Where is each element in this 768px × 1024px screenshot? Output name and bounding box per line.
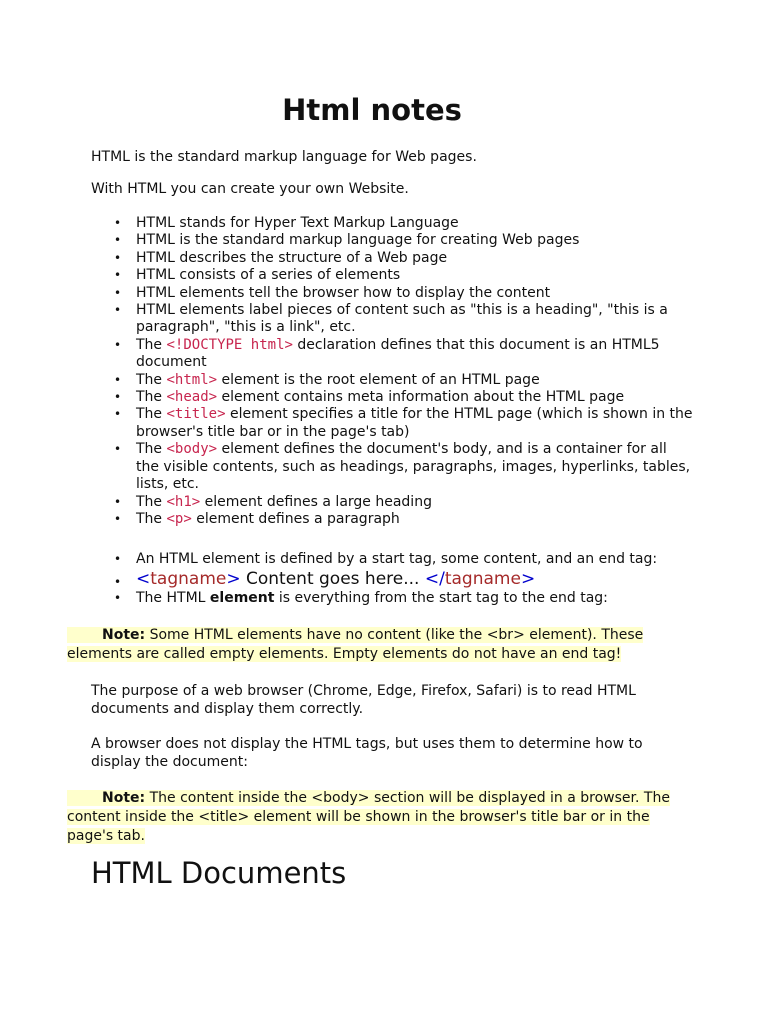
list-item bbox=[114, 372, 694, 389]
item-text: The bbox=[136, 336, 167, 353]
example-content: Content goes here... bbox=[240, 569, 425, 590]
html-facts-list bbox=[114, 215, 694, 528]
list-item: • HTML is the standard markup language for creating Web pages bbox=[114, 232, 694, 249]
list-item bbox=[114, 337, 694, 372]
code-tag: <title> bbox=[166, 406, 226, 423]
bold-term: element bbox=[209, 590, 275, 607]
code-tag: <h1> bbox=[166, 493, 201, 510]
intro-paragraph: With HTML you can create your own Website. bbox=[91, 181, 409, 197]
note-highlight bbox=[67, 627, 643, 662]
item-text: The bbox=[136, 510, 167, 527]
note-label: Note: bbox=[102, 790, 146, 806]
tag-name: tagname bbox=[150, 569, 227, 590]
element-syntax-list bbox=[114, 551, 694, 608]
note-box bbox=[67, 789, 687, 846]
note-highlight bbox=[67, 790, 670, 844]
intro-paragraph: HTML is the standard markup language for Web pages. bbox=[91, 149, 477, 165]
item-text: The bbox=[136, 441, 167, 458]
item-text: element is the root element of an HTML page bbox=[217, 371, 540, 388]
tag-name: tagname bbox=[444, 569, 521, 590]
item-text: The bbox=[136, 371, 167, 388]
angle-bracket: > bbox=[226, 569, 241, 590]
list-item: • An HTML element is defined by a start tag, some content, and an end tag: bbox=[114, 551, 694, 568]
section-heading: HTML Documents bbox=[91, 856, 347, 890]
list-item bbox=[114, 511, 694, 528]
code-tag: <head> bbox=[166, 389, 218, 406]
code-tag: <html> bbox=[166, 371, 218, 388]
page-title: Html notes bbox=[282, 93, 462, 127]
item-text: element defines a large heading bbox=[200, 493, 432, 510]
code-tag: <p> bbox=[166, 510, 192, 527]
list-item: • HTML stands for Hyper Text Markup Language bbox=[114, 215, 694, 232]
list-item bbox=[114, 389, 694, 406]
item-text: is everything from the start tag to the end tag: bbox=[274, 590, 608, 607]
note-text: Some HTML elements have no content (like the <br> element). These elements are called empty elements. Empty elements do not have an end tag! bbox=[67, 627, 644, 662]
note-box bbox=[67, 626, 687, 664]
code-tag: <!DOCTYPE html> bbox=[166, 336, 293, 353]
list-item: • HTML elements label pieces of content such as "this is a heading", "this is a paragraph", "this is a link", etc. bbox=[114, 302, 694, 337]
item-text: element defines the document's body, and is a container for all the visible contents, such as headings, paragraphs, images, hyperlinks, tables, lists, etc. bbox=[136, 441, 691, 493]
body-paragraph: A browser does not display the HTML tags, but uses them to determine how to display the document: bbox=[91, 736, 643, 770]
note-label: Note: bbox=[102, 627, 146, 643]
item-text: The bbox=[136, 493, 167, 510]
item-text: The HTML bbox=[136, 590, 210, 607]
item-text: The bbox=[136, 389, 167, 406]
item-text: element contains meta information about the HTML page bbox=[217, 389, 625, 406]
item-text: declaration defines that this document is an HTML5 document bbox=[136, 336, 660, 371]
angle-bracket: > bbox=[520, 569, 536, 590]
angle-bracket: </ bbox=[424, 569, 445, 590]
item-text: The bbox=[136, 406, 167, 423]
list-item bbox=[114, 406, 694, 441]
item-text: element defines a paragraph bbox=[191, 510, 400, 527]
code-tag: <body> bbox=[166, 441, 218, 458]
list-item bbox=[114, 590, 694, 607]
list-item: • HTML describes the structure of a Web page bbox=[114, 250, 694, 267]
list-item: • HTML consists of a series of elements bbox=[114, 267, 694, 284]
body-paragraph: The purpose of a web browser (Chrome, Edge, Firefox, Safari) is to read HTML documents and display them correctly. bbox=[91, 683, 636, 717]
note-text: The content inside the <body> section will be displayed in a browser. The content inside the <title> element will be shown in the browser's title bar or in the page's tab. bbox=[67, 790, 670, 844]
list-item bbox=[114, 441, 694, 493]
angle-bracket: < bbox=[136, 569, 151, 590]
list-item: • HTML elements tell the browser how to display the content bbox=[114, 285, 694, 302]
tag-syntax-example bbox=[114, 568, 694, 590]
item-text: element specifies a title for the HTML page (which is shown in the browser's title bar or in the page's tab) bbox=[136, 406, 693, 440]
list-item bbox=[114, 494, 694, 511]
